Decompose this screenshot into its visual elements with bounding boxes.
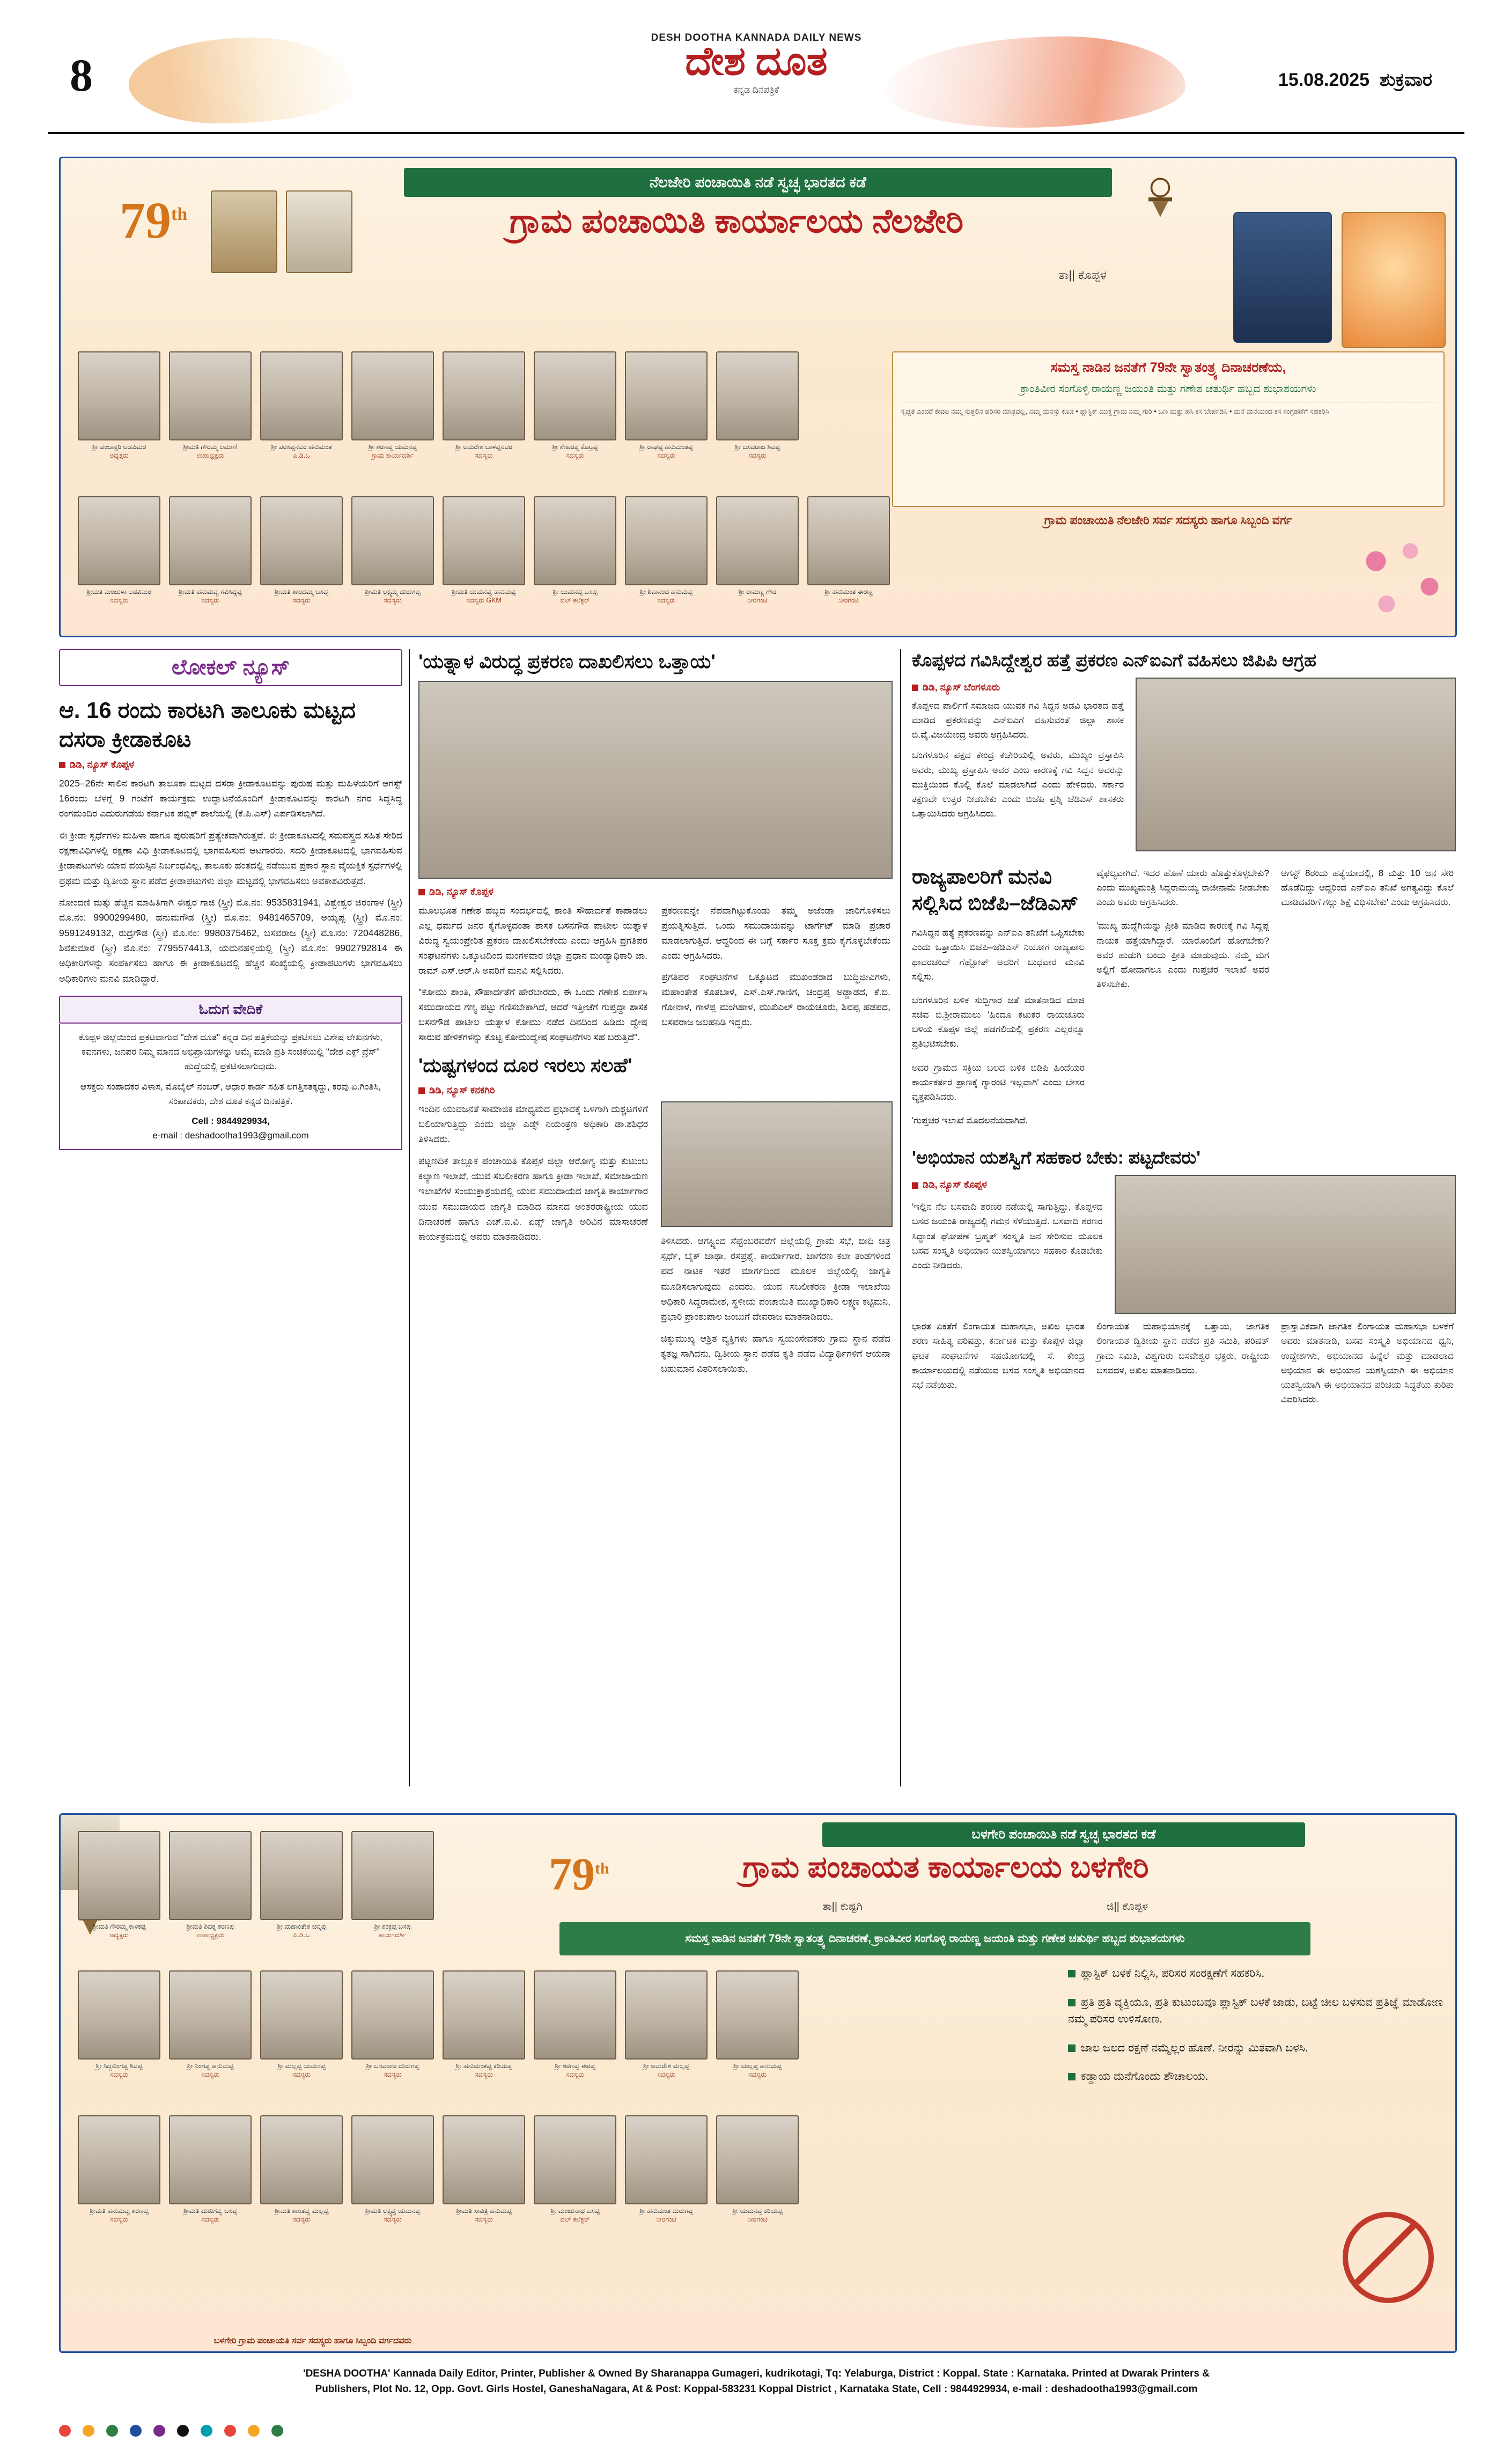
official-card [73, 1970, 165, 2079]
article-photo-yatnal [418, 681, 893, 879]
official-photo [260, 1831, 343, 1920]
article-nia-col-b [1096, 857, 1269, 1137]
official-photo [260, 496, 343, 585]
official-designation: ಅಧ್ಯಕ್ಷರು [109, 451, 129, 459]
contact-email: e-mail : deshadootha1993@gmail.com [152, 1130, 309, 1141]
official-photo [78, 496, 160, 585]
official-name: ಶ್ರೀಮತಿ ಸಾವಿತ್ರಿ ಹನುಮಪ್ಪ [456, 2207, 512, 2215]
official-photo [260, 2115, 343, 2204]
masthead-title: ದೇಶ ದೂತ [685, 40, 828, 84]
article-paragraph: ತಿಳಿಸಿದರು. ಆಗಸ್ಟ್ನಿಂದ ಸೆಪ್ಟೆಂಬರವರೆಗೆ ಜಿಲ್ಲೆಯಲ್ಲಿ ಗ್ರಾಮ ಸಭೆ, ಬೀದಿ ಚಿತ್ರ ಸ್ಪರ್ಧೆ, ಬೈಕ್ ಜಾಥಾ, ರಸಪ್ರಶ್ನೆ, ಕಾರ್ಯಾಗಾರ, ಜಾಗರಣ ಕಲಾ ತಂಡಗಳಿಂದ ಪದ ನಾಟಕ ಇತರೆ ಮಾರ್ಗದಿಂದ ಮೂಲಕ ಜಿಲ್ಲೆಯಲ್ಲಿ ಜಾಗೃತಿ ಮೂಡಿಸಲಾಗುವುದು ಎಂದರು. ಯುವ ಸಬಲೀಕರಣ ಕ್ರೀಡಾ ಇಲಾಖೆಯ ಅಧಿಕಾರಿ ಸಿದ್ದರಾಮೇಶ, ಸ್ಥಳೀಯ ಪಂಚಾಯಿತಿ ಮುಖ್ಯಾಧಿಕಾರಿ ಲಕ್ಷ್ಮಣ ಕಟ್ಟಿಮನಿ, ಪ್ರಭಾರಿ ಪ್ರಾಂಶುಪಾಲ ಜಂಬುಗೆ ದೇವರಾಜ ಮಾತನಾಡಿದರು. [661, 1235, 890, 1322]
official-photo [169, 1970, 252, 2060]
official-name: ಶ್ರೀ ಬಸವರಾಜ ದುರುಗಪ್ಪ [366, 2062, 419, 2070]
official-name: ಶ್ರೀ ಶಿವಾನಂದ ಹನುಮಪ್ಪ [639, 588, 693, 595]
color-registration-dots [59, 2425, 1454, 2439]
official-card [529, 496, 621, 605]
article-paragraph: ಬೆಂಗಳೂರಿನ ಪಕ್ಷದ ಕೇಂದ್ರ ಕಚೇರಿಯಲ್ಲಿ ಅವರು, ಮುಖ್ಯಂ ಪ್ರಸ್ತಾಪಿಸಿ ಅವರು, ಮುಖ್ಯ ಪ್ರಸ್ತಾಪಿಸಿ ಅವರ ಎಂಬ ಕಾರಣಕ್ಕೆ ಗವಿ ಸಿದ್ದನ ಅವರನ್ನು ಮುಕ್ತಿಯಿಂದ ಕೊಲ್ಲಿ ಕೊಲೆ ಮಾಡಲಾಗಿದೆ ಎಂದು ಹೇಳಿದರು. ಸರ್ಕಾರ ತಕ್ಷಣವೇ ಉತ್ತರ ನೀಡಬೇಕು ಎಂದು ಬಿಜೆಪಿ ಪ್ರಶ್ನಿ ಜೆಡಿಎಸ್ ಶಾಸಕರು ಒತ್ತಾಯಿಸಿದರು ಆಗ್ರಹಿಸಿದರು. [912, 750, 1124, 819]
leader-portrait-1 [211, 190, 277, 273]
article-paragraph: 'ಮುಖ್ಯ ಹುದ್ದೆಗಿಯನ್ನು ಪ್ರೀತಿ ಮಾಡಿದ ಕಾರಣಕ್ಕೆ ಗವಿ ಸಿದ್ದಪ್ಪ ನಾಯಕ ಹತ್ತೆಯಾಗಿದ್ದಾರೆ. ಯಾರೊಂದಿಗೆ ಹೋಗಬೇಕು? ಅವರ ಹುಡುಗಿ ಬಂದು ಪ್ರೀತಿ ಮಾಡುವುದು. ನಮ್ಮ ಮಗ ಅಲ್ಲಿಗೆ ಹೋದಾಗಲೂ ಎಂದು ಗುಪ್ತಚರ ಇಲಾಖೆ ಅವರ ತಿಳಿಸಬೇಕು. [1096, 921, 1269, 990]
banner-title: ಗ್ರಾಮ ಪಂಚಾಯಿತಿ ಕಾರ್ಯಾಲಯ ನೆಲಜೇರಿ [509, 203, 964, 240]
official-name: ಶ್ರೀಮತಿ ಲಕ್ಷ್ಮಮ್ಮ ದುರುಗಪ್ಪ [365, 588, 421, 595]
bullet-icon [1068, 1999, 1076, 2006]
article-abhiyana-top [912, 1175, 1454, 1314]
official-designation: ಸದಸ್ಯರು [384, 2215, 402, 2223]
official-designation: ಸದಸ್ಯರು [201, 2215, 219, 2223]
official-photo [443, 351, 525, 440]
article-abhiyana-photo-wrap [1115, 1175, 1454, 1314]
weekday-value: ಶುಕ್ರವಾರ [1380, 70, 1432, 90]
official-name: ಶ್ರೀ ಅಮರೇಶ ಮಲ್ಲಪ್ಪ [643, 2062, 690, 2070]
article-paragraph: ಪ್ರಾಸ್ತಾವಿಕವಾಗಿ ಜಾಗತಿಕ ಲಿಂಗಾಯತ ಮಹಾಸಭಾ ಬಳಕೆಗೆ ಅವರು ಮಾತನಾಡಿ, ಬಸವ ಸಂಸ್ಕೃತಿ ಅಭಿಯಾನದ ಧ್ವನಿ, ಉದ್ದೇಶಗಳು, ಅಭಿಯಾನದ ಹಿನ್ನೆಲೆ ಮತ್ತು ಮಾಡಲಾದ ಅಭಿಯಾನ ಈ ಅಭಿಯಾನ ಯಶಸ್ವಿಯಾಗಿ ಈ ಅಭಿಯಾನ ಯಶಸ್ವಿಯಾಗಿ ಈ ಅಭಿಯಾನದ ಪರಿಚಯ ಸಿದ್ಧತೆಯ ಕುರಿತು ವಿವರಿಸಿದರು. [1281, 1321, 1454, 1405]
official-name: ಶ್ರೀ ಹನುಮಂತಪ್ಪ ಕರಿಯಪ್ಪ [455, 2062, 512, 2070]
official-card [347, 2115, 438, 2224]
official-designation: ನೀರಗಂಟಿ [747, 596, 768, 604]
official-photo [625, 496, 708, 585]
article-headline-dushta: 'ದುಷ್ಟಗಳಂದ ದೂರ ಇರಲು ಸಲಹೆ' [418, 1054, 632, 1076]
official-photo [625, 2115, 708, 2204]
article-paragraph: ಚಿಕ್ಕುಮುಖ್ಯ ಆಶ್ರಿತ ವ್ಯಕ್ತಿಗಳು ಹಾಗೂ ಸ್ವಯಂಸೇವಕರು ಗ್ರಾಮ ಸ್ಥಾನ ಪಡೆದ ಕೃತಜ್ಞ ಸಾಗಿದನು, ದ್ವಿತೀಯ ಸ್ಥಾನ ಪಡೆದ ಕೃತಿ ಪಡೆದ ವಿದ್ಯಾರ್ಥಿಗಳಿಗೆ ಆಯನಾ ಬಹುಮಾನ ವಿತರಿಸಲಾಯಿತು. [661, 1333, 890, 1374]
official-name: ಶ್ರೀಮತಿ ಹನುಮವ್ವ ಶರಣಪ್ಪ [90, 2207, 149, 2215]
banner2-place-label: ಜಿ|| ಕೊಪ್ಪಳ [1107, 1901, 1148, 1913]
official-name: ಶ್ರೀ ನಿಂಗಪ್ಪ ಹನುಮಪ್ಪ [187, 2062, 234, 2070]
article-left-half [418, 1101, 648, 1383]
official-name: ಶ್ರೀ ಶರಣಪ್ಪ ಈರಪ್ಪ [555, 2062, 595, 2070]
official-designation: ಸದಸ್ಯರು [748, 451, 767, 459]
official-card [803, 496, 894, 605]
flower-decoration [1344, 531, 1451, 632]
official-designation: ಬಿಲ್ ಕಲೆಕ್ಟರ್ [560, 2215, 590, 2223]
banner2-footer: ಬಳಗೇರಿ ಗ್ರಾಮ ಪಂಚಾಯತಿ ಸರ್ವ ಸದಸ್ಯರು ಹಾಗೂ ಸಿಬ್ಬಂದಿ ವರ್ಗದವರು [213, 2336, 412, 2345]
official-photo [169, 2115, 252, 2204]
contact-cell: Cell : 9844929934, [191, 1115, 270, 1126]
article-top-nia [912, 678, 1454, 851]
column-divider-2 [900, 649, 901, 1786]
readers-forum-title: ಓದುಗ ವೇದಿಕೆ [59, 996, 402, 1024]
masthead-logo [685, 42, 827, 95]
official-card [256, 1831, 347, 1939]
bullet-icon [1068, 2044, 1076, 2052]
official-name: ಶ್ರೀಮತಿ ಹನುಮವ್ವ ಗವಿಸಿದ್ದಪ್ಪ [179, 588, 242, 595]
article-paragraph: 'ಗುಪ್ತಚರ ಇಲಾಖೆ ಮೊದಲನೆಯದಾಗಿದೆ. [912, 1115, 1028, 1126]
official-photo [351, 2115, 434, 2204]
official-photo [625, 1970, 708, 2060]
local-news-label-text: ಲೋಕಲ್ ನ್ಯೂಸ್ [171, 656, 290, 679]
masthead-swoosh-right [885, 36, 1185, 128]
registration-dot [153, 2425, 165, 2437]
official-designation: ಸದಸ್ಯರು [657, 2070, 675, 2078]
article-nia-photo-wrap [1136, 678, 1454, 851]
official-designation: ಸದಸ್ಯರು [475, 451, 493, 459]
official-card [712, 2115, 803, 2224]
official-card [621, 496, 712, 605]
official-photo [716, 2115, 799, 2204]
greeting-line-2: ಕ್ರಾಂತಿವೀರ ಸಂಗೊಳ್ಳಿ ರಾಯಣ್ಣ ಜಯಂತಿ ಮತ್ತು ಗಣೇಶ ಚತುರ್ಥಿ ಹಬ್ಬದ ಶುಭಾಶಯಗಳು [1020, 383, 1316, 395]
article-paragraph: ಗವಿಸಿದ್ದನ ಹತ್ಯೆ ಪ್ರಕರಣವನ್ನು ಎನ್ಐಎ ತನಿಖೆಗೆ ಒಪ್ಪಿಸಬೇಕು ಎಂದು ಒತ್ತಾಯಿಸಿ ಬಿಜೆಪಿ–ಜೆಡಿಎಸ್ ನಿಯೋಗ ರಾಜ್ಯಪಾಲ ಥಾವರಚಂದ್ ಗೆಹ್ಲೋತ್ ಅವರಿಗೆ ಬುಧವಾರ ಮನವಿ ಸಲ್ಲಿಸು. [912, 928, 1085, 982]
official-name: ಶ್ರೀ ಯಲ್ಲಪ್ಪ ಹನುಮಪ್ಪ [733, 2062, 782, 2070]
official-name: ಶ್ರೀ ರಾಘಪ್ಪ ಹನುಮಂತಪ್ಪ [639, 443, 693, 451]
official-card [529, 1970, 621, 2079]
official-photo [78, 1970, 160, 2060]
masthead-date [1278, 70, 1432, 91]
article-paragraph: ಭಾರತ ಏಕತೆಗೆ ಲಿಂಗಾಯತ ಮಹಾಸಭಾ, ಅಖಿಲ ಭಾರತ ಶರಣ ಸಾಹಿತ್ಯ ಪರಿಷತ್ತು, ಕರ್ನಾಟಕ ಮತ್ತು ಕೊಪ್ಪಳ ಜಿಲ್ಲಾ ಘಟಕ ಸಂಘಟನೆಗಳ ಸಹಯೋಗದಲ್ಲಿ ಸೆ. ಕೇಂದ್ರ ಕಾರ್ಯಾಲಯದಲ್ಲಿ ನಡೆಯುವ ಬಸವ ಸಂಸ್ಕೃತಿ ಅಭಿಯಾನದ ಸಭೆ ನಡೆಯಿತು. [912, 1321, 1085, 1391]
official-card [347, 1970, 438, 2079]
official-name: ಶ್ರೀ ಪಂಚಾಕ್ಷರಿ ಅಡವಿಮಠ [92, 443, 146, 451]
official-name: ಶ್ರೀ ಶರಣಪ್ಪ ಯಮನಪ್ಪ [368, 443, 417, 451]
official-name: ಶ್ರೀಮತಿ ಗೌರಮ್ಮ ಲಮಾಣಿ [183, 443, 238, 451]
registration-dot [59, 2425, 71, 2437]
anniversary-suffix: th [171, 204, 188, 224]
official-photo [625, 351, 708, 440]
list-item [1068, 2068, 1443, 2085]
greeting-box [892, 351, 1445, 507]
advert-banner-nelacheri [59, 157, 1457, 637]
article-photo-nia [1136, 678, 1456, 851]
official-photo [351, 351, 434, 440]
subheadline-governor: ರಾಜ್ಯಪಾಲರಿಗೆ ಮನವಿ ಸಲ್ಲಿಸಿದ ಬಿಜೆಪಿ–ಜೆಡಿಎಸ್ [912, 865, 1079, 915]
byline-dushta [418, 1085, 890, 1096]
official-name: ಶ್ರೀಮತಿ ಶಿವಕ್ಕ ಶರಣಪ್ಪ [186, 1923, 234, 1930]
official-photo [443, 1970, 525, 2060]
official-designation: ಸದಸ್ಯರು [292, 596, 311, 604]
column-right [912, 649, 1454, 1407]
article-paragraph: ನೋಂದಣಿ ಮತ್ತು ಹೆಚ್ಚಿನ ಮಾಹಿತಿಗಾಗಿ ಈಶ್ವರ ಗಾಜಿ (ಸ್ತ್ರೀ) ಮೊ.ನಂ: 9535831941, ವಿಶ್ವೇಶ್ವರ ಜಿರಂಗಾಳ (ಸ್ತ್ರೀ) ಮೊ.ನಂ: 9900299480, ಹನುಮಗೌಡ (ಸ್ತ್ರೀ) ಮೊ.ನಂ: 9481465709, ಅಯ್ಯಪ್ಪ (ಸ್ತ್ರೀ) ಮೊ.ನಂ: 9591249132, ರುದ್ರಗೌಡ (ಸ್ತ್ರೀ) ಮೊ.ನಂ: 9980375462, ಬಸವರಾಜ (ಸ್ತ್ರೀ) ಮೊ.ನಂ: 720448286, ಶಿವಕುಮಾರ (ಸ್ತ್ರೀ) ಮೊ.ನಂ: 7795574413, ಯಮನಹಳ್ಳಿಯಲ್ಲಿ (ಸ್ತ್ರೀ) ಮೊ.ನಂ: 9902792814 ಈ ಅಧಿಕಾರಿಗಳನ್ನು ಸಂಪರ್ಕಿಸಲು ಹಾಗೂ ಈ ಕ್ರೀಡಾಕೂಟದಲ್ಲಿ ಹೆಚ್ಚಿನ ಸಂಖ್ಯೆಯಲ್ಲಿ ಕ್ರೀಡಾಪಟುಗಳು ಭಾಗವಹಿಸಲು ಅಧಿಕಾರಿಗಳು ಮನವಿ ಮಾಡಿದ್ದಾರೆ. [59, 896, 402, 984]
official-name: ಶ್ರೀ ಯಮನಪ್ಪ ಕರಿಯಪ್ಪ [732, 2207, 783, 2215]
official-designation: ಉಪಾಧ್ಯಕ್ಷರು [196, 1931, 224, 1939]
registration-dot [106, 2425, 118, 2437]
official-name: ಶ್ರೀ ಮಂಜುನಾಥ ಬಸಪ್ಪ [550, 2207, 600, 2215]
official-name: ಶ್ರೀ ಮಲ್ಲಪ್ಪ ಯಮನಪ್ಪ [277, 2062, 326, 2070]
official-photo [78, 351, 160, 440]
byline-bullet-icon [912, 685, 918, 691]
article-nia-lower [912, 857, 1454, 1137]
ambedkar-portrait [1233, 212, 1332, 343]
awareness-bullet-list [1068, 1965, 1443, 2097]
greeting-line-1: ಸಮಸ್ತ ನಾಡಿನ ಜನತೆಗೆ 79ನೇ ಸ್ವಾತಂತ್ರ್ಯ ದಿನಾಚರಣೆಯ, [1050, 360, 1286, 375]
official-card [438, 496, 529, 605]
official-designation: ಪಿ.ಡಿ.ಒ [293, 451, 310, 459]
article-paragraph: ಲಿಂಗಾಯತ ಮಹಾಭಿಯಾನಕ್ಕೆ ಒತ್ತಾಯ, ಜಾಗತಿಕ ಲಿಂಗಾಯತ ದ್ವಿತೀಯ ಸ್ಥಾನ ಪಡೆದ ಪ್ರತಿ ಸಮಿತಿ, ಪರಿಷತ್ ಗ್ರಾಮ ಸಮಿತಿ, ವಿಶ್ವಗುರು ಬಸವೇಶ್ವರ ಭಕ್ತರು, ರಾಷ್ಟ್ರೀಯ ಬಸವದಳ, ಅಖಿಲ ಮಾತನಾಡಿದರು. [1096, 1321, 1269, 1376]
official-photo [443, 496, 525, 585]
official-card [529, 2115, 621, 2224]
list-item [1068, 1994, 1443, 2028]
official-photo [169, 351, 252, 440]
leader-portrait-gandhi [286, 190, 352, 273]
article-paragraph: ಅದರ ಗ್ರಾಮದ ಸಕ್ರಿಯ ಬಲದ ಬಳಿಕ ಬಿಡಿಪಿ ಹಿಂದೆಯರ ಕಾರ್ಯಕರ್ತರ ಪ್ರಾಣಕ್ಕೆ ಗ್ಯಾರಂಟಿ ಇಲ್ಲವಾಗಿ' ಎಂದು ಬೇಸರ ವ್ಯಕ್ತಪಡಿಸಿದರು. [912, 1062, 1085, 1102]
official-designation: ಸದಸ್ಯರು [110, 2070, 128, 2078]
official-card [256, 351, 347, 460]
official-photo [169, 496, 252, 585]
official-designation: ಸದಸ್ಯರು [110, 596, 128, 604]
official-card [712, 496, 803, 605]
masthead-kicker: DESH DOOTHA KANNADA DAILY NEWS [651, 32, 862, 43]
article-paragraph: ಕೊಪ್ಪಳದ ಪಾರ್ಲಿಗೆ ಸಮಾಜದ ಯುವಕ ಗವಿ ಸಿದ್ದನ ಅಡವಿ ಭಾರತದ ಹತ್ತೆ ಮಾಡಿದ ಪ್ರಕರಣವನ್ನು ಎನ್ಐಎಗೆ ವಹಿಸುವಂತೆ ಜಿಲ್ಲಾ ಶಾಸಕ ಬಿ.ವೈ.ವಿಜಯೇಂದ್ರ ಅವರು ಆಗ್ರಹಿಸಿದರು. [912, 700, 1124, 740]
official-designation: ನೀರಗಂಟಿ [838, 596, 859, 604]
byline-text: ಡಿಡಿ, ನ್ಯೂಸ್ ಕೊಪ್ಪಳ [429, 886, 494, 897]
officials-row-b1 [73, 1831, 438, 1939]
official-designation: ಸದಸ್ಯರು [566, 2070, 584, 2078]
officials-row-b2 [73, 1970, 803, 2079]
local-news-label [59, 649, 402, 686]
readers-forum-text: ಕೊಪ್ಪಳ ಜಿಲ್ಲೆಯಿಂದ ಪ್ರಕಟವಾಗುವ "ದೇಶ ದೂತ" ಕನ್ನಡ ದಿನ ಪತ್ರಿಕೆಯನ್ನು ಪ್ರಕಟಿಸಲು ವಿಶೇಷ ಲೇಖನಗಳು, ಕವನಗಳು, ಜನಪರ ನಿಮ್ಮ ಮಾನದ ಅಭಿಪ್ರಾಯಗಳನ್ನು ಆಮೈ ಮಾಡಿ ಪ್ರತಿ ಸಂಚಿಕೆಯಲ್ಲಿ "ದೇಶ ಎಕ್ಸ್ ಪ್ರೆಸ್" ಹುದ್ದೆಯಲ್ಲಿ ಪ್ರಕಟಿಸಲಾಗುವುದು. [78, 1032, 383, 1072]
article-headline-yatnal: 'ಯತ್ನಾಳ ವಿರುದ್ಧ ಪ್ರಕರಣ ದಾಖಲಿಸಲು ಒತ್ತಾಯ' [418, 650, 716, 672]
official-designation: ಸದಸ್ಯರು [475, 2215, 493, 2223]
official-designation: ಗ್ರಾಮ ಕಾರ್ಯದರ್ಶಿ [371, 451, 414, 459]
official-designation: ಸದಸ್ಯರು [201, 2070, 219, 2078]
ganesha-image [1342, 212, 1446, 348]
official-photo [351, 1831, 434, 1920]
byline-text: ಡಿಡಿ, ನ್ಯೂಸ್ ಕೊಪ್ಪಳ [70, 759, 135, 770]
colophon-line-2: Publishers, Plot No. 12, Opp. Govt. Girls Hostel, GaneshaNagara, At & Post: Koppal-583231 Koppal District , Karnataka State, Cell : 9844929934, e-mail : deshadootha1993@gmail.com [315, 2384, 1198, 2395]
masthead-divider [48, 132, 1464, 134]
greeting-fine-print: ಸ್ವಚ್ಛತೆ ಎಂದರೆ ಕೇವಲ ನಮ್ಮ ಸುತ್ತಲಿನ ಪರಿಸರ ಮಾತ್ರವಲ್ಲ, ನಮ್ಮ ಮನಸ್ಸು ಕೂಡ • ಪ್ಲಾಸ್ಟಿಕ್ ಮುಕ್ತ ಗ್ರಾಮ ನಮ್ಮ ಗುರಿ • ಒಣ ಮತ್ತು ಹಸಿ ಕಸ ಬೇರ್ಪಡಿಸಿ • ಮನೆ ಮನೆಯಿಂದ ಕಸ ಸಂಗ್ರಹಣೆಗೆ ಸಹಕರಿಸಿ [901, 402, 1436, 417]
official-designation: ಸದಸ್ಯರು [657, 596, 675, 604]
bullet-text: ಕಡ್ಡಾಯ ಮನೆಗೊಂದು ಶೌಚಾಲಯ. [1081, 2070, 1209, 2083]
official-name: ಶ್ರೀಮತಿ ಮಂಜುಳಾ ಅಡವಿಮಠ [86, 588, 152, 595]
official-designation: ನೀರಗಂಟಿ [747, 2215, 768, 2223]
official-designation: ಸದಸ್ಯರು [384, 596, 402, 604]
article-body-yatnal [418, 903, 890, 1045]
official-card [165, 2115, 256, 2224]
anniversary-suffix: th [595, 1859, 609, 1878]
official-photo [534, 351, 616, 440]
officials-row-2 [73, 496, 894, 605]
official-name: ಶ್ರೀಮತಿ ಲಕ್ಷ್ಮವ್ವ ಯಮನಪ್ಪ [365, 2207, 421, 2215]
byline-dasara [59, 759, 402, 770]
official-designation: ಸದಸ್ಯರು [475, 2070, 493, 2078]
banner2-taluk-label: ತಾ|| ಕುಷ್ಟಗಿ [822, 1901, 863, 1913]
official-photo [443, 2115, 525, 2204]
article-paragraph: ಇಂದಿನ ಯುವಜನತೆ ಸಾಮಾಜಿಕ ಮಾಧ್ಯಮದ ಪ್ರಭಾವಕ್ಕೆ ಒಳಗಾಗಿ ದುಶ್ಚಟಗಳಿಗೆ ಬಲಿಯಾಗುತ್ತಿದ್ದು ಎಂದು ಜಿಲ್ಲಾ ಎಡ್ಸ್ ನಿಯಂತ್ರಣ ಅಧಿಕಾರಿ ಡಾ.ಶಶಿಧರ ತಿಳಿಸಿದರು. [418, 1103, 648, 1145]
banner-ribbon: ನೆಲಜೇರಿ ಪಂಚಾಯಿತಿ ನಡೆ ಸ್ವಚ್ಛ ಭಾರತದ ಕಡೆ [404, 168, 1112, 197]
officials-row-b3 [73, 2115, 803, 2224]
registration-dot [201, 2425, 212, 2437]
official-photo [716, 351, 799, 440]
list-item [1068, 2040, 1443, 2057]
official-photo [351, 1970, 434, 2060]
official-name: ಶ್ರೀಮತಿ ಶಾರದಮ್ಮ ಬಸಪ್ಪ [274, 588, 329, 595]
byline-text: ಡಿಡಿ, ನ್ಯೂಸ್ ಬೆಂಗಳೂರು [923, 681, 1000, 693]
byline-bullet-icon [59, 762, 65, 768]
anniversary-number: 79 [120, 192, 171, 249]
official-photo [78, 2115, 160, 2204]
official-name: ಶ್ರೀ ಅಮರೇಶ ಬಾಳಪ್ಪನವರ [455, 443, 512, 451]
article-headline-nia: ಕೊಪ್ಪಳದ ಗವಿಸಿದ್ದೇಶ್ವರ ಹತ್ತೆ ಪ್ರಕರಣ ಎನ್ಐಎಗೆ ವಹಿಸಲು ಜಿಪಿಪಿ ಆಗ್ರಹ [912, 650, 1316, 670]
colophon [59, 2366, 1454, 2397]
official-designation: ಸದಸ್ಯರು [748, 2070, 767, 2078]
official-name: ಶ್ರೀ ಮಹಾಂತೇಶ ಚನ್ನಪ್ಪ [276, 1923, 327, 1930]
byline-bullet-icon [418, 889, 425, 895]
official-card [621, 1970, 712, 2079]
official-designation: ಸದಸ್ಯರು [201, 596, 219, 604]
official-card [165, 351, 256, 460]
bullet-text: ಜಾಲ ಜಲದ ರಕ್ಷಣೆ ನಮ್ಮೆಲ್ಲರ ಹೊಣೆ. ನೀರನ್ನು ಮಿತವಾಗಿ ಬಳಸಿ. [1081, 2041, 1308, 2054]
official-card [256, 1970, 347, 2079]
article-paragraph: ಆಗಸ್ಟ್ 8ರಂದು ಹತ್ಯೆಯಾದಲ್ಲಿ, 8 ಮತ್ತು 10 ಜನ ಸೇರಿ ಹೊಡೆದಿದ್ದು ಆದ್ದರಿಂದ ಎನ್ಐಎ ತನಿಖೆ ಅಗತ್ಯವಿದ್ದು ಕೊಲೆ ಮಾಡಿದವರಿಗೆ ಗಲ್ಲು ಶಿಕ್ಷೆ ವಿಧಿಸಬೇಕು' ಎಂದು ಆಗ್ರಹಿಸಿದರು. [1281, 867, 1454, 908]
column-middle [418, 649, 890, 1383]
official-designation: ಸದಸ್ಯರು [292, 2215, 311, 2223]
official-card [73, 496, 165, 605]
official-card [621, 351, 712, 460]
list-item [1068, 1965, 1443, 1982]
anniversary-badge [120, 190, 187, 250]
byline-abhiyana [912, 1179, 1103, 1190]
official-card [438, 1970, 529, 2079]
bullet-text: ಪ್ಲಾಸ್ಟಿಕ್ ಬಳಕೆ ನಿಲ್ಲಿಸಿ, ಪರಿಸರ ಸಂರಕ್ಷಣೆಗೆ ಸಹಕರಿಸಿ. [1081, 1967, 1265, 1980]
official-card [165, 1831, 256, 1939]
registration-dot [83, 2425, 94, 2437]
official-photo [716, 496, 799, 585]
official-name: ಶ್ರೀ ಬಸವರಾಜ ಶಿವಪ್ಪ [734, 443, 780, 451]
column-left [59, 649, 402, 1150]
article-split-dushta [418, 1101, 890, 1383]
banner2-greeting: ಸಮಸ್ತ ನಾಡಿನ ಜನತೆಗೆ 79ನೇ ಸ್ವಾತಂತ್ರ್ಯ ದಿನಾಚರಣೆ, ಕ್ರಾಂತಿವೀರ ಸಂಗೊಳ್ಳಿ ರಾಯಣ್ಣ ಜಯಂತಿ ಮತ್ತು ಗಣೇಶ ಚತುರ್ಥಿ ಹಬ್ಬದ ಶುಭಾಶಯಗಳು [559, 1922, 1310, 1955]
official-card [165, 1970, 256, 2079]
readers-forum-box [59, 1024, 402, 1150]
official-designation: ಬಿಲ್ ಕಲೆಕ್ಟರ್ [560, 596, 590, 604]
masthead-subtitle: ಕನ್ನಡ ದಿನಪತ್ರಿಕೆ [733, 85, 779, 95]
banner-place-label: ತಾ|| ಕೊಪ್ಪಳ [1058, 268, 1107, 282]
article-abhiyana-body [912, 1319, 1454, 1407]
official-photo [716, 1970, 799, 2060]
official-designation: ಸದಸ್ಯರು [292, 2070, 311, 2078]
official-card [712, 1970, 803, 2079]
article-paragraph: 2025–26ನೇ ಸಾಲಿನ ಕಾರಟಗಿ ತಾಲೂಕಾ ಮಟ್ಟದ ದಸರಾ ಕ್ರೀಡಾಕೂಟವನ್ನು ಪುರುಷ ಮತ್ತು ಮಹಿಳೆಯರಿಗೆ ಆಗಸ್ಟ್ 16ರಂದು ಬೆಳಗ್ಗೆ 9 ಗಂಟೆಗೆ ಕಾರ್ಯಕ್ರಮ ಉದ್ಘಾಟನೆಯೊಂದಿಗೆ ಕ್ರೀಡಾಕೂಟವನ್ನು ಕಾರಟಗಿ ನಗರ ಸಿದ್ದಸಿದ್ಧ ರಂಗಮಂದಿರ ಎದುರುಗಡೆಯ ಕರ್ನಾಟಕ ಪಬ್ಲಿಕ್ ಶಾಲೆಯಲ್ಲಿ (ಕೆ.ಪಿ.ಎಸ್) ಎರ್ಪಡಿಸಲಾಗಿದೆ. [59, 777, 402, 819]
official-designation: ಸದಸ್ಯರು [657, 451, 675, 459]
official-card [347, 1831, 438, 1939]
bullet-icon [1068, 2073, 1076, 2080]
official-photo [351, 496, 434, 585]
registration-dot [271, 2425, 283, 2437]
article-paragraph: ಪಟ್ಟಣದಿಕ ತಾಲ್ಲೂಕ ಪಂಚಾಯಿತಿ ಕೊಪ್ಪಳ ಜಿಲ್ಲಾ ಆರೋಗ್ಯ ಮತ್ತು ಕುಟುಂಬ ಕಲ್ಯಾಣ ಇಲಾಖೆ, ಯುವ ಸಬಲೀಕರಣ ಹಾಗೂ ಕ್ರೀಡಾ ಇಲಾಖೆ, ಸಮಾಜಾಯಣ ಇಲಾಖೆಗಳ ಸಂಯುಕ್ತಾಶ್ರಯದಲ್ಲಿ ಯುವ ಸಮುದಾಯದ ಜಾಗೃತಿ ಕಾರ್ಯಾಗಾರ ಯುವ ಸಮುದಾಯದ ಜಾಗೃತಿ ಮಾಡಿದ ಮಾನದ ಅಂತರರಾಷ್ಟ್ರೀಯ ಯುವ ದಿನಾಚರಣೆ ಹಾಗೂ ಎಚ್.ಐ.ವಿ. ಏಡ್ಸ್ ಜಾಗೃತಿ ಅರಿವಿನ ಮಾಸಾಚರಣೆ ಕಾರ್ಯಕ್ರಮದಲ್ಲಿ ಅವರು ಮಾತನಾಡಿದರು. [418, 1155, 648, 1242]
official-card [712, 351, 803, 460]
official-photo [534, 2115, 616, 2204]
article-headline-dasara: ಆ. 16 ರಂದು ಕಾರಟಗಿ ತಾಲೂಕು ಮಟ್ಟದ ದಸರಾ ಕ್ರೀಡಾಕೂಟ [59, 697, 356, 752]
bullet-text: ಪ್ರತಿ ಪ್ರತಿ ವ್ಯಕ್ತಿಯೂ, ಪ್ರತಿ ಕುಟುಂಬವೂ ಪ್ಲಾಸ್ಟಿಕ್ ಬಳಕೆ ಜಾಡು, ಬಟ್ಟೆ ಚೀಲ ಬಳಸುವ ಪ್ರತಿಜ್ಞೆ ಮಾಡೋಣ ನಮ್ಮ ಪರಿಸರ ಉಳಿಸೋಣ. [1068, 1996, 1443, 2025]
official-card [347, 351, 438, 460]
article-photo-dushta [661, 1101, 893, 1227]
article-paragraph: ಪ್ರಗತಿಪರ ಸಂಘಟನೆಗಳ ಒಕ್ಕೂಟದ ಮುಖಂಡರಾದ ಬುದ್ಧಿಜೀವಿಗಳು, ಮಹಾಂತೇಶ ಕೊತಬಾಳ, ಎಸ್.ಎಸ್.ಗಾಣಿಗ, ಚಂದ್ರಪ್ಪ ಅಡ್ಡಾಡದ, ಕೆ.ಬಿ. ಗೋನಾಳ, ಗಾಳೆಪ್ಪ ಮಂಗಿಹಾಳ, ಮುಖಿಎಲ್ ರಾಯಚೂರು, ಶಿವಪ್ಪ ಹಡಪದ, ಬಸವರಾಜ ಜಲಹನಿಡಿ ಇದ್ದರು. [661, 971, 890, 1027]
official-name: ಶ್ರೀ ಶೇಖರಪ್ಪ ಕೊಟ್ರಪ್ಪ [552, 443, 598, 451]
official-designation: ನೀರಗಂಟಿ [656, 2215, 676, 2223]
byline-yatnal [418, 886, 890, 898]
banner2-ribbon: ಬಳಗೇರಿ ಪಂಚಾಯಿತಿ ನಡೆ ಸ್ವಚ್ಛ ಭಾರತದ ಕಡೆ [822, 1822, 1305, 1847]
official-name: ಶ್ರೀಮತಿ ಗೌರಮ್ಮ ಕಾಳಕಪ್ಪ [92, 1923, 146, 1930]
byline-text: ಡಿಡಿ, ನ್ಯೂಸ್ ಕೊಪ್ಪಳ [923, 1179, 988, 1190]
official-name: ಶ್ರೀಮತಿ ದುರುಗವ್ವ ಬಸಪ್ಪ [183, 2207, 238, 2215]
official-name: ಶ್ರೀ ಹನುಮಂತ ಈರಣ್ಣ [824, 588, 873, 595]
masthead [48, 32, 1464, 134]
article-nia-col-a [912, 857, 1085, 1137]
article-photo-abhiyana [1115, 1175, 1456, 1314]
official-name: ಶ್ರೀ ಹನುಮಂತ ದುರುಗಪ್ಪ [639, 2207, 693, 2215]
official-designation: ಅಧ್ಯಕ್ಷರು [109, 1931, 129, 1939]
article-headline-abhiyana: 'ಅಭಿಯಾನ ಯಶಸ್ವಿಗೆ ಸಹಕಾರ ಬೇಕು: ಪಟ್ಟದೇವರು' [912, 1148, 1201, 1168]
official-name: ಶ್ರೀಮತಿ ಯಮನವ್ವ ಹನುಮಪ್ಪ [452, 588, 516, 595]
official-card [73, 2115, 165, 2224]
column-divider-1 [409, 649, 410, 1786]
official-designation: ಸದಸ್ಯರು [384, 2070, 402, 2078]
official-card [438, 2115, 529, 2224]
official-photo [260, 1970, 343, 2060]
byline-text: ಡಿಡಿ, ನ್ಯೂಸ್ ಕನಕಗಿರಿ [429, 1084, 495, 1095]
article-paragraph: ಈ ಕ್ರೀಡಾ ಸ್ಪರ್ಧೆಗಳು ಮಹಿಳಾ ಹಾಗೂ ಪುರುಷರಿಗೆ ಪ್ರತ್ಯೇಕವಾಗಿರುತ್ತವೆ. ಈ ಕ್ರೀಡಾಕೂಟದಲ್ಲಿ ಸಮವಸ್ತ್ರದ ಸಹಿತ ಸೇರಿದ ರಕ್ಷಣಾವಿಧಿಗಳಲ್ಲಿ ರಕ್ಷಣಾ ವಿಧಿ ಕ್ರೀಡಾಕೂಟದಲ್ಲಿ ಭಾಗವಹಿಸುವ ಆಟಗಾರರು. ಸದರಿ ಕ್ರೀಡಾಕೂಟದಲ್ಲಿ ಭಾಗವಹಿಸುವ ಕ್ರೀಡಾಪಟುಗಳು ಯಾವ ವಯಸ್ಸಿನ ನಿರ್ಬಂಧವಿಲ್ಲ, ತಾಲೂಕು ಹಂತದಲ್ಲಿ ನಡೆಯುವ ಪ್ರಕಾರ ಸ್ಥಾನ ವೈಯಕ್ತಿಕ ಸ್ಪರ್ಧೆಗಳಲ್ಲಿ ಪ್ರಥಮ ಮತ್ತು ದ್ವಿತೀಯ ಸ್ಥಾನ ಪಡೆದ ಕ್ರೀಡಾಪಟುಗಳು ಜಿಲ್ಲಾ ಮಟ್ಟದಲ್ಲಿ ಭಾಗವಹಿಸಲು ಅವಕಾಶವಿರುತ್ತದೆ. [59, 829, 402, 886]
date-value: 15.08.2025 [1278, 70, 1370, 90]
official-card [347, 496, 438, 605]
official-name: ಶ್ರೀ ಪರಸಪ್ಪನವರ ಹನುಮಂತ [271, 443, 332, 451]
official-photo [534, 496, 616, 585]
article-nia-text [912, 678, 1124, 851]
official-card [256, 2115, 347, 2224]
official-designation: ಸದಸ್ಯರು [566, 451, 584, 459]
official-name: ಶ್ರೀ ಯಮನಪ್ಪ ಬಸಪ್ಪ [553, 588, 598, 595]
official-name: ಶ್ರೀ ಶಂಕ್ರಪ್ಪ ಬಸಪ್ಪ [374, 1923, 411, 1930]
official-name: ಶ್ರೀ ಸಿದ್ದಲಿಂಗಪ್ಪ ಶಿವಪ್ಪ [95, 2062, 143, 2070]
official-card [621, 2115, 712, 2224]
official-designation: ಕಾರ್ಯದರ್ಶಿ [379, 1931, 407, 1939]
official-photo [78, 1831, 160, 1920]
official-photo [260, 351, 343, 440]
greeting-footer: ಗ್ರಾಮ ಪಂಚಾಯಿತಿ ನೆಲಜೇರಿ ಸರ್ವ ಸದಸ್ಯರು ಹಾಗೂ ಸಿಬ್ಬಂದಿ ವರ್ಗ [1044, 513, 1293, 527]
colophon-line-1: 'DESHA DOOTHA' Kannada Daily Editor, Printer, Publisher & Owned By Sharanappa Gumageri, kudrikotagi, Tq: Yelaburga, District : Koppal. State : Karnataka. Printed at Dwarak Printers & [303, 2368, 1210, 2379]
article-abhiyana-text [912, 1175, 1103, 1314]
readers-forum-address: ಆಸಕ್ತರು ಸಂಪಾದಕರ ವಿಳಾಸ, ಮೊಬೈಲ್ ನಂಬರ್, ಆಧಾರ ಕಾರ್ಡ ಸಹಿತ ಲಗತ್ತಿಸತಕ್ಕದ್ದು, ಕರವು ಏ.ಗಿಂತಿಸಿ, ಸಂಪಾದಕರು, ದೇಶ ದೂತ ಕನ್ನಡ ದಿನಪತ್ರಿಕೆ. [80, 1081, 381, 1106]
registration-dot [130, 2425, 142, 2437]
registration-dot [224, 2425, 236, 2437]
official-card [73, 351, 165, 460]
anniversary-number: 79 [549, 1848, 595, 1900]
article-right-half [661, 1101, 890, 1383]
official-photo [169, 1831, 252, 1920]
no-smoking-icon [1343, 2212, 1434, 2303]
official-photo [534, 1970, 616, 2060]
official-designation: ಸದಸ್ಯರು [110, 2215, 128, 2223]
official-photo [807, 496, 890, 585]
article-paragraph: ವೈಫಲ್ಯವಾಗಿದೆ. ಇದರ ಹೊಣೆ ಯಾರು ಹೊತ್ತುಕೊಳ್ಳಬೇಕು? ಎಂದು ಮುಖ್ಯಮಂತ್ರಿ ಸಿದ್ದರಾಮಯ್ಯ ರಾಜೀನಾಮೆ ನೀಡಬೇಕು ಎಂದು ಅವರು ಆಗ್ರಹಿಸಿದರು. [1096, 867, 1269, 908]
byline-bullet-icon [912, 1182, 918, 1189]
official-card [438, 351, 529, 460]
article-paragraph: "ಕೋಮು ಶಾಂತಿ, ಸೌಹಾರ್ದತೆಗೆ ಹೇರಬಾರದು, ಈ ಒಂದು ಗಣೇಶ ಏರ್ಪಾಸಿ ಸಮುದಾಯದ ಗಣ್ಯ ಪಟ್ಟು ಗಣಿಸಬೇಕಾಗಿದೆ, ಆದರೆ ಇತ್ತೀಚೆಗೆ ಗುಪ್ತದ್ದಾ ಶಾಸಕ ಬಸನಗೌಡ ಪಾಟೀಲ ಯತ್ನಾಳ ಕೋಮು ನಡೆದ ದಿನದಿಂದ ಹಿಡಿದು ದ್ವೇಷ ಸಾರುವ ಹೇಳಿಕೆಗಳನ್ನು ಕೊಟ್ಟ ಕೋಮುದ್ವೇಷ ಸಂಘಟನೆಗಳು ಸಹ ಬರುತ್ತಿದೆ". [418, 986, 647, 1042]
banner2-title: ಗ್ರಾಮ ಪಂಚಾಯತ ಕಾರ್ಯಾಲಯ ಬಳಗೇರಿ [742, 1850, 1149, 1884]
official-designation: ಪಿ.ಡಿ.ಒ [293, 1931, 310, 1939]
article-paragraph: ಬೆಂಗಳೂರಿನ ಬಳಿಕ ಸುದ್ದಿಗಾರ ಜತೆ ಮಾತನಾಡಿದ ಮಾಜಿ ಸಚಿವ ಬಿ.ಶ್ರೀರಾಮುಲು 'ಹಿಂದೂ ಕಟುಕರ ರಾಯಚೂರು ಬಳಿಯ ಕೊಪ್ಪಳ ಜಿಲ್ಲೆ ಹಡಗಲಿಯಲ್ಲಿ ಪ್ರಕರಣ ಎಲ್ಲರನ್ನೂ ಪ್ರತಿಭಟಿಸಬೇಕು. [912, 995, 1085, 1049]
official-card [256, 496, 347, 605]
advert-banner-balageri [59, 1813, 1457, 2353]
article-paragraph: ಮೂಲಭೂತ ಗಣೇಶ ಹಬ್ಬದ ಸಂದರ್ಭದಲ್ಲಿ ಶಾಂತಿ ಸೌಹಾರ್ದತೆ ಕಾಪಾಡಲು ಎಲ್ಲ ಧರ್ಮದ ಜನರ ಕೈಗೊಳ್ಳದಂತಾ ಶಾಸಕ ಬಸನಗೌಡ ಪಾಟೀಲ ಯತ್ನಾಳ ವಿರುದ್ಧ ಸ್ವಯಂಪ್ರೇರಿತ ಪ್ರಕರಣ ದಾಖಲಿಸಬೇಕೆಂದು ಎಂದು ಆಗ್ರಹಿಸಿ ಪ್ರಗತಿಪರ ಸಂಘಟನೆಗಳು ಒಕ್ಕೂಟದಿಂದ ಮಂಗಳವಾರ ಜಿಲ್ಲಾ ಪ್ರಧಾನ ಮಂಡ್ಯಾಧಿಕಾರಿ ಜಾ. ರಾಮ್ ಎಸ್.ಆರ್.ಸಿ ಅವರಿಗೆ ಮನವಿ ಸಲ್ಲಿಸಿದರು. [418, 904, 647, 976]
page-number: 8 [70, 49, 93, 101]
official-card [165, 496, 256, 605]
official-name: ಶ್ರೀ ರಾಮಣ್ಣ ಗೌಡ [738, 588, 777, 595]
official-designation: ಸದಸ್ಯರು GKM [466, 596, 502, 604]
officials-row-1 [73, 351, 803, 460]
article-paragraph: 'ಇಲ್ಲಿನ ನೆಲ ಬಸವಾದಿ ಶರಣರ ನಡೆಯಲ್ಲಿ ಸಾಗುತ್ತಿದ್ದು, ಕೊಪ್ಪಳದ ಬಸವ ಜಯಂತಿ ರಾಜ್ಯದಲ್ಲಿ ಗಮನ ಸೆಳೆಯುತ್ತಿದೆ. ಬಸವಾದಿ ಶರಣರ ಸಿದ್ಧಾಂತ ಘೋಷಣೆ ಬ್ರಹ್ಮತ್ ಸಂಸ್ಕೃತಿ ಜನ ಸೇರಿಸುವ ಮೂಲಕ ಬಸವ ಸಂಸ್ಕೃತಿ ಅಭಿಯಾನ ಯಶಸ್ವಿಯಾಗಲು ಸಹಕಾರ ಕೊಡಬೇಕು ಎಂದು ನೀಡಿದರು. [912, 1202, 1103, 1271]
article-columns [59, 649, 1454, 1786]
official-card [529, 351, 621, 460]
official-name: ಶ್ರೀಮತಿ ಶಾಂತವ್ವ ಮಲ್ಲಪ್ಪ [274, 2207, 329, 2215]
registration-dot [248, 2425, 260, 2437]
registration-dot [177, 2425, 189, 2437]
bullet-icon [1068, 1970, 1076, 1977]
article-nia-col-c [1281, 857, 1454, 1137]
byline-nia [912, 682, 1124, 693]
byline-bullet-icon [418, 1087, 425, 1094]
official-designation: ಉಪಾಧ್ಯಕ್ಷರು [196, 451, 224, 459]
national-emblem-icon [1128, 168, 1192, 227]
masthead-swoosh-left [129, 38, 354, 123]
official-card [73, 1831, 165, 1939]
article-paragraph: ಪ್ರಕರಣವನ್ನೇ ನೆಪವಾಗಿಟ್ಟುಕೊಂಡು ತಮ್ಮ ಅಜೆಂಡಾ ಜಾರಿಗೊಳಿಸಲು ಪ್ರಯತ್ನಿಸುತ್ತಿದೆ. ಒಂದು ಸಮುದಾಯವನ್ನು ಟಾರ್ಗೆಟ್ ಮಾಡಿ ಪ್ರಚಾರ ಮಾಡಲಾಗುತ್ತಿದೆ. ಆದ್ದರಿಂದ ಈ ಬಗ್ಗೆ ಸರ್ಕಾರ ಸೂಕ್ತ ಕ್ರಮ ಕೈಗೊಳ್ಳಬೇಕೆಂದು ಎಂದು ಆಗ್ರಹಿಸಿದರು. [661, 904, 890, 961]
